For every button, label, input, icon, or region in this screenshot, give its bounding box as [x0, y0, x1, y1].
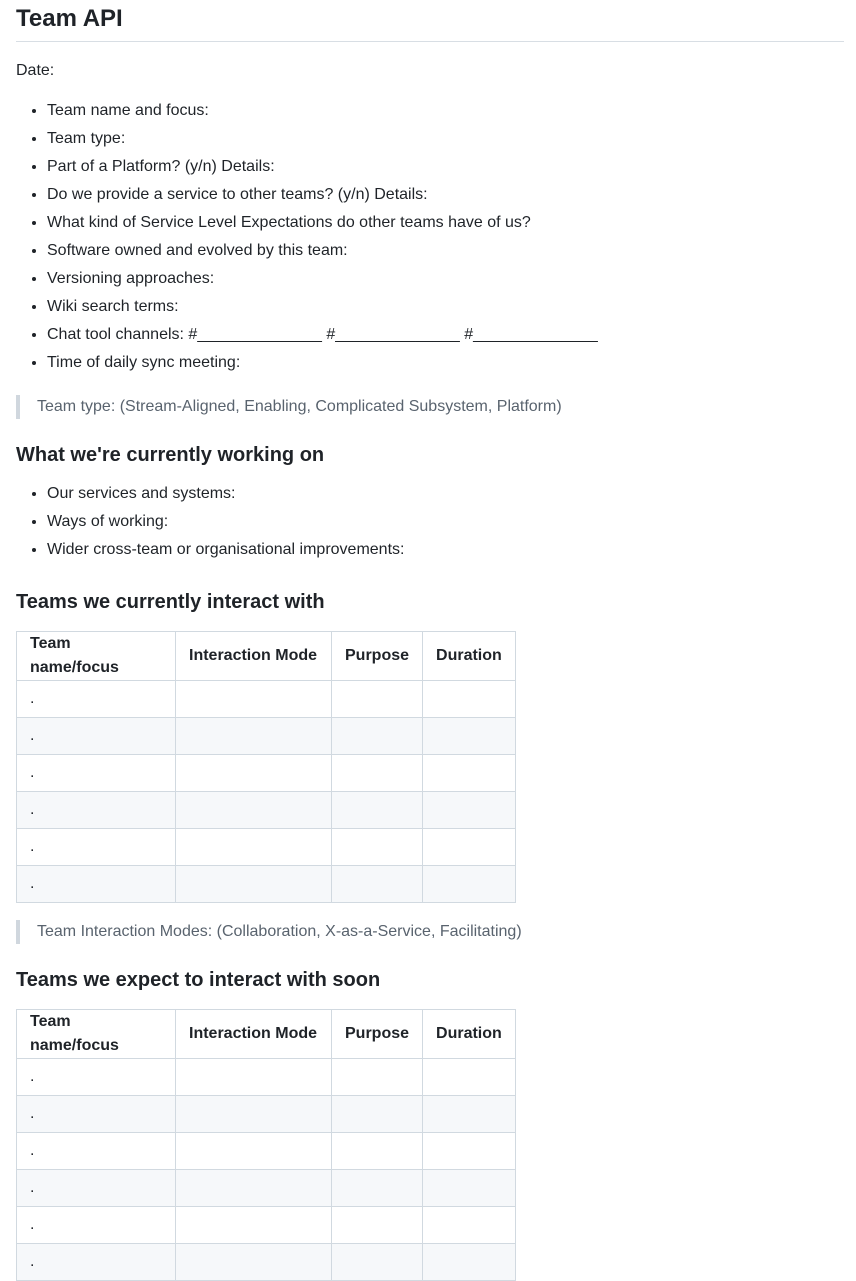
table-cell: . — [17, 1244, 176, 1281]
table-cell — [176, 718, 332, 755]
table-cell: . — [17, 681, 176, 718]
expected-interactions-table — [16, 1009, 516, 1281]
list-item: • Software owned and evolved by this team: — [47, 239, 844, 267]
table-cell — [176, 866, 332, 903]
table-row — [17, 1170, 516, 1207]
column-header: Duration — [423, 632, 516, 681]
table-cell: . — [17, 792, 176, 829]
table-cell — [332, 1096, 423, 1133]
table-cell — [423, 681, 516, 718]
column-header: Team name/focus — [17, 1010, 176, 1059]
table-row — [17, 792, 516, 829]
table-cell — [332, 1170, 423, 1207]
column-header: Team name/focus — [17, 632, 176, 681]
table-cell — [423, 1207, 516, 1244]
interaction-modes-note: Team Interaction Modes: (Collaboration, X-as-a-Service, Facilitating) — [16, 920, 844, 944]
date-label: Date: — [16, 62, 55, 79]
table-row — [17, 866, 516, 903]
table-cell: . — [17, 755, 176, 792]
table-cell — [423, 1244, 516, 1281]
table-cell: . — [17, 718, 176, 755]
team-info-list — [16, 99, 844, 379]
table-cell — [423, 866, 516, 903]
table-cell — [423, 1170, 516, 1207]
table-cell: . — [17, 1170, 176, 1207]
current-interactions-table — [16, 631, 516, 903]
list-item: • Wider cross-team or organisational improvements: — [47, 538, 844, 566]
list-item: • Versioning approaches: — [47, 267, 844, 295]
table-row — [17, 681, 516, 718]
table-cell — [332, 1207, 423, 1244]
list-item: • Part of a Platform? (y/n) Details: — [47, 155, 844, 183]
table-cell — [176, 792, 332, 829]
table-cell — [332, 718, 423, 755]
team-type-note: Team type: (Stream-Aligned, Enabling, Complicated Subsystem, Platform) — [16, 395, 844, 419]
table-row — [17, 1096, 516, 1133]
table-cell — [176, 755, 332, 792]
table-row — [17, 718, 516, 755]
column-header: Purpose — [332, 632, 423, 681]
table-row — [17, 1207, 516, 1244]
table-cell — [176, 1207, 332, 1244]
table-cell — [176, 1059, 332, 1096]
table-cell — [423, 829, 516, 866]
table-cell: . — [17, 1096, 176, 1133]
table-cell — [332, 755, 423, 792]
table-cell — [423, 1096, 516, 1133]
table-cell — [332, 681, 423, 718]
list-item: • Our services and systems: — [47, 482, 844, 510]
table-cell: . — [17, 1207, 176, 1244]
table-cell: . — [17, 829, 176, 866]
table-cell — [176, 681, 332, 718]
table-row — [17, 1244, 516, 1281]
expected-interactions-heading: Teams we expect to interact with soon — [16, 969, 381, 991]
table-row — [17, 1133, 516, 1170]
column-header: Interaction Mode — [176, 1010, 332, 1059]
current-interactions-heading: Teams we currently interact with — [16, 591, 325, 613]
list-item: • Team name and focus: — [47, 99, 844, 127]
table-cell — [423, 1059, 516, 1096]
table-cell — [423, 755, 516, 792]
table-row — [17, 1059, 516, 1096]
list-item: • Do we provide a service to other teams? (y/n) Details: — [47, 183, 844, 211]
column-header: Purpose — [332, 1010, 423, 1059]
table-cell — [176, 1244, 332, 1281]
table-row — [17, 755, 516, 792]
list-item: • Wiki search terms: — [47, 295, 844, 323]
list-item: • Time of daily sync meeting: — [47, 351, 844, 379]
table-cell — [332, 1059, 423, 1096]
list-item: • Team type: — [47, 127, 844, 155]
page-title: Team API — [16, 0, 844, 42]
list-item: • What kind of Service Level Expectations do other teams have of us? — [47, 211, 844, 239]
list-item: • Ways of working: — [47, 510, 844, 538]
table-cell — [423, 792, 516, 829]
table-cell — [332, 1133, 423, 1170]
table-cell — [423, 718, 516, 755]
list-item: • Chat tool channels: #______________ #______________ #______________ — [47, 323, 844, 351]
table-row — [17, 829, 516, 866]
table-cell — [332, 792, 423, 829]
table-cell — [176, 1170, 332, 1207]
table-cell — [176, 1133, 332, 1170]
table-cell — [423, 1133, 516, 1170]
table-header-row — [17, 632, 516, 681]
table-cell: . — [17, 1133, 176, 1170]
table-header-row — [17, 1010, 516, 1059]
table-cell: . — [17, 1059, 176, 1096]
table-cell — [332, 829, 423, 866]
table-cell: . — [17, 866, 176, 903]
column-header: Interaction Mode — [176, 632, 332, 681]
table-cell — [176, 829, 332, 866]
working-on-list — [16, 482, 844, 566]
table-cell — [332, 866, 423, 903]
working-on-heading: What we're currently working on — [16, 444, 325, 466]
table-cell — [332, 1244, 423, 1281]
table-cell — [176, 1096, 332, 1133]
column-header: Duration — [423, 1010, 516, 1059]
